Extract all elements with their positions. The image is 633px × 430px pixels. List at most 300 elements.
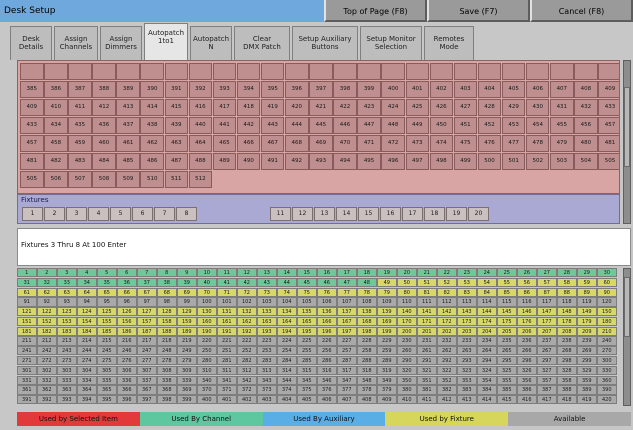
channel-cell[interactable]: 48: [357, 278, 377, 287]
dimmer-cell[interactable]: 468: [285, 135, 309, 152]
channel-cell[interactable]: 174: [477, 317, 497, 326]
dimmer-cell[interactable]: 421: [309, 99, 333, 116]
channel-cell[interactable]: 37: [137, 278, 157, 287]
channel-cell[interactable]: 239: [577, 336, 597, 345]
dimmer-cell[interactable]: 441: [213, 117, 237, 134]
dimmer-cell[interactable]: 460: [92, 135, 116, 152]
dimmer-cell[interactable]: 482: [44, 153, 68, 170]
fixture-cell[interactable]: 6: [132, 207, 153, 221]
channel-cell[interactable]: 257: [337, 346, 357, 355]
channel-cell[interactable]: 12: [237, 268, 257, 277]
dimmer-cell[interactable]: [237, 63, 261, 80]
channel-cell[interactable]: 249: [177, 346, 197, 355]
channel-cell[interactable]: 325: [497, 366, 517, 375]
channel-cell[interactable]: 370: [197, 385, 217, 394]
dimmer-cell[interactable]: 399: [357, 81, 381, 98]
dimmer-cell[interactable]: 434: [44, 117, 68, 134]
channel-cell[interactable]: 91: [17, 297, 37, 306]
dimmer-cell[interactable]: 408: [574, 81, 598, 98]
channel-cell[interactable]: 142: [437, 307, 457, 316]
channel-cell[interactable]: 160: [197, 317, 217, 326]
dimmer-cell[interactable]: 512: [189, 171, 213, 188]
channel-cell[interactable]: 263: [457, 346, 477, 355]
fixture-cell[interactable]: 11: [270, 207, 291, 221]
channel-cell[interactable]: 314: [277, 366, 297, 375]
channel-cell[interactable]: 98: [157, 297, 177, 306]
channel-cell[interactable]: 14: [277, 268, 297, 277]
dimmer-cell[interactable]: 474: [430, 135, 454, 152]
dimmer-cell[interactable]: 499: [454, 153, 478, 170]
channel-cell[interactable]: 347: [337, 376, 357, 385]
channel-cell[interactable]: 251: [217, 346, 237, 355]
dimmer-cell[interactable]: 438: [140, 117, 164, 134]
dimmer-cell[interactable]: 495: [357, 153, 381, 170]
dimmer-cell[interactable]: 466: [237, 135, 261, 152]
channel-cell[interactable]: 19: [377, 268, 397, 277]
channel-cell[interactable]: 152: [37, 317, 57, 326]
dimmer-cell[interactable]: 425: [406, 99, 430, 116]
dimmer-cell[interactable]: 502: [526, 153, 550, 170]
channel-cell[interactable]: 56: [517, 278, 537, 287]
channel-cell[interactable]: 245: [97, 346, 117, 355]
channel-cell[interactable]: 378: [357, 385, 377, 394]
channel-cell[interactable]: 1: [17, 268, 37, 277]
channel-cell[interactable]: 125: [97, 307, 117, 316]
dimmer-cell[interactable]: 449: [406, 117, 430, 134]
dimmer-cell[interactable]: 424: [381, 99, 405, 116]
channel-cell[interactable]: 130: [197, 307, 217, 316]
fixture-cell[interactable]: 4: [88, 207, 109, 221]
channel-cell[interactable]: 409: [377, 395, 397, 404]
channel-cell[interactable]: 374: [277, 385, 297, 394]
channel-cell[interactable]: 354: [477, 376, 497, 385]
dimmer-cell[interactable]: 487: [165, 153, 189, 170]
channel-cell[interactable]: 281: [217, 356, 237, 365]
channel-cell[interactable]: 216: [117, 336, 137, 345]
channel-cell[interactable]: 293: [457, 356, 477, 365]
channel-cell[interactable]: 334: [77, 376, 97, 385]
channel-cell[interactable]: 80: [397, 288, 417, 297]
dimmer-cell[interactable]: 426: [430, 99, 454, 116]
fixture-cell[interactable]: 19: [446, 207, 467, 221]
fixture-cell[interactable]: 15: [358, 207, 379, 221]
fixture-cell[interactable]: 3: [66, 207, 87, 221]
dimmer-cell[interactable]: [165, 63, 189, 80]
channel-cell[interactable]: 28: [557, 268, 577, 277]
channel-cell[interactable]: 131: [217, 307, 237, 316]
channel-cell[interactable]: 224: [277, 336, 297, 345]
channel-cell[interactable]: 99: [177, 297, 197, 306]
channel-cell[interactable]: 176: [517, 317, 537, 326]
dimmer-cell[interactable]: 392: [189, 81, 213, 98]
channel-cell[interactable]: 207: [537, 327, 557, 336]
dimmer-cell[interactable]: 505: [20, 171, 44, 188]
dimmer-cell[interactable]: [502, 63, 526, 80]
channel-cell[interactable]: 232: [437, 336, 457, 345]
cancel-button[interactable]: Cancel (F8): [530, 0, 633, 22]
channel-cell[interactable]: 274: [77, 356, 97, 365]
channel-cell[interactable]: 316: [317, 366, 337, 375]
channel-cell[interactable]: 279: [177, 356, 197, 365]
dimmer-cell[interactable]: 397: [309, 81, 333, 98]
channel-cell[interactable]: 113: [457, 297, 477, 306]
channel-cell[interactable]: 124: [77, 307, 97, 316]
dimmer-cell[interactable]: 470: [333, 135, 357, 152]
dimmer-cell[interactable]: 506: [44, 171, 68, 188]
channel-cell[interactable]: 179: [577, 317, 597, 326]
channel-cell[interactable]: 150: [597, 307, 617, 316]
dimmer-cell[interactable]: 405: [502, 81, 526, 98]
channel-cell[interactable]: 109: [377, 297, 397, 306]
channel-cell[interactable]: 406: [317, 395, 337, 404]
channel-cell[interactable]: 419: [577, 395, 597, 404]
channel-cell[interactable]: 408: [357, 395, 377, 404]
channel-cell[interactable]: 333: [57, 376, 77, 385]
channel-cell[interactable]: 188: [157, 327, 177, 336]
channel-cell[interactable]: 16: [317, 268, 337, 277]
channel-cell[interactable]: 36: [117, 278, 137, 287]
channel-cell[interactable]: 204: [477, 327, 497, 336]
channel-cell[interactable]: 417: [537, 395, 557, 404]
channel-cell[interactable]: 136: [317, 307, 337, 316]
channel-cell[interactable]: 20: [397, 268, 417, 277]
dimmer-cell[interactable]: 409: [598, 81, 620, 98]
channel-cell[interactable]: 41: [217, 278, 237, 287]
channel-cell[interactable]: 10: [197, 268, 217, 277]
dimmer-cell[interactable]: 401: [406, 81, 430, 98]
dimmer-cell[interactable]: 442: [237, 117, 261, 134]
channel-cell[interactable]: 402: [237, 395, 257, 404]
channel-cell[interactable]: 262: [437, 346, 457, 355]
channel-cell[interactable]: 88: [557, 288, 577, 297]
channel-cell[interactable]: 272: [37, 356, 57, 365]
dimmer-cell[interactable]: [357, 63, 381, 80]
tab-5[interactable]: [190, 26, 232, 60]
dimmer-cell[interactable]: 416: [189, 99, 213, 116]
dimmer-cell[interactable]: 500: [478, 153, 502, 170]
dimmer-cell[interactable]: 407: [550, 81, 574, 98]
channel-cell[interactable]: 364: [77, 385, 97, 394]
channel-cell[interactable]: 379: [377, 385, 397, 394]
channel-cell[interactable]: 327: [537, 366, 557, 375]
dimmer-cell[interactable]: 478: [526, 135, 550, 152]
channel-cell[interactable]: 34: [77, 278, 97, 287]
channel-cell[interactable]: 196: [317, 327, 337, 336]
dimmer-cell[interactable]: 435: [68, 117, 92, 134]
channel-cell[interactable]: 358: [557, 376, 577, 385]
fixture-cell[interactable]: 1: [22, 207, 43, 221]
dimmer-cell[interactable]: 400: [381, 81, 405, 98]
channel-cell[interactable]: 307: [137, 366, 157, 375]
channel-cell[interactable]: 206: [517, 327, 537, 336]
dimmer-cell[interactable]: 507: [68, 171, 92, 188]
channel-cell[interactable]: 259: [377, 346, 397, 355]
channel-cell[interactable]: 135: [297, 307, 317, 316]
channel-cell[interactable]: 46: [317, 278, 337, 287]
channel-cell[interactable]: 373: [257, 385, 277, 394]
channel-cell[interactable]: 44: [277, 278, 297, 287]
channel-cell[interactable]: 94: [77, 297, 97, 306]
channel-cell[interactable]: 300: [597, 356, 617, 365]
channel-cell[interactable]: 389: [577, 385, 597, 394]
channel-cell[interactable]: 353: [457, 376, 477, 385]
channel-cell[interactable]: 280: [197, 356, 217, 365]
scroll-thumb[interactable]: [624, 277, 630, 337]
channel-cell[interactable]: 156: [117, 317, 137, 326]
channel-cell[interactable]: 376: [317, 385, 337, 394]
save-button[interactable]: Save (F7): [427, 0, 530, 22]
dimmer-cell[interactable]: 411: [68, 99, 92, 116]
channel-cell[interactable]: 114: [477, 297, 497, 306]
channel-cell[interactable]: 335: [97, 376, 117, 385]
tab-4[interactable]: [144, 23, 188, 60]
dimmer-cell[interactable]: 490: [237, 153, 261, 170]
channel-cell[interactable]: 172: [437, 317, 457, 326]
channel-cell[interactable]: 323: [457, 366, 477, 375]
channel-cell[interactable]: 355: [497, 376, 517, 385]
dimmer-cell[interactable]: 439: [165, 117, 189, 134]
channel-cell[interactable]: 173: [457, 317, 477, 326]
channel-cell[interactable]: 261: [417, 346, 437, 355]
fixture-cell[interactable]: 14: [336, 207, 357, 221]
channel-cell[interactable]: 411: [417, 395, 437, 404]
channel-cell[interactable]: 283: [257, 356, 277, 365]
dimmer-cell[interactable]: [309, 63, 333, 80]
channel-cell[interactable]: 84: [477, 288, 497, 297]
channel-cell[interactable]: 240: [597, 336, 617, 345]
channel-cell[interactable]: 11: [217, 268, 237, 277]
channel-cell[interactable]: 227: [337, 336, 357, 345]
dimmer-cell[interactable]: 445: [309, 117, 333, 134]
dimmer-cell[interactable]: 386: [44, 81, 68, 98]
channel-cell[interactable]: 351: [417, 376, 437, 385]
channel-cell[interactable]: 252: [237, 346, 257, 355]
channel-cell[interactable]: 183: [57, 327, 77, 336]
fixture-cell[interactable]: 7: [154, 207, 175, 221]
channel-cell[interactable]: 62: [37, 288, 57, 297]
channel-cell[interactable]: 6: [117, 268, 137, 277]
channel-cell[interactable]: 108: [357, 297, 377, 306]
channel-cell[interactable]: 53: [457, 278, 477, 287]
dimmer-cell[interactable]: 501: [502, 153, 526, 170]
channel-cell[interactable]: 178: [557, 317, 577, 326]
channel-cell[interactable]: 246: [117, 346, 137, 355]
channel-cell[interactable]: 267: [537, 346, 557, 355]
channel-cell[interactable]: 171: [417, 317, 437, 326]
fixture-cell[interactable]: 2: [44, 207, 65, 221]
channel-cell[interactable]: 52: [437, 278, 457, 287]
channel-cell[interactable]: 158: [157, 317, 177, 326]
channel-cell[interactable]: 69: [177, 288, 197, 297]
dimmer-cell[interactable]: 415: [165, 99, 189, 116]
channel-cell[interactable]: 420: [597, 395, 617, 404]
channel-cell[interactable]: 228: [357, 336, 377, 345]
dimmer-cell[interactable]: 428: [478, 99, 502, 116]
channel-cell[interactable]: 208: [557, 327, 577, 336]
channel-cell[interactable]: 341: [217, 376, 237, 385]
channel-cell[interactable]: 282: [237, 356, 257, 365]
dimmer-cell[interactable]: 479: [550, 135, 574, 152]
channel-cell[interactable]: 42: [237, 278, 257, 287]
channel-cell[interactable]: 365: [97, 385, 117, 394]
channel-cell[interactable]: 342: [237, 376, 257, 385]
tab-7[interactable]: [292, 26, 358, 60]
scroll-thumb[interactable]: [624, 87, 630, 167]
dimmer-cell[interactable]: 447: [357, 117, 381, 134]
channel-cell[interactable]: 49: [377, 278, 397, 287]
dimmer-cell[interactable]: 394: [237, 81, 261, 98]
dimmer-cell[interactable]: 432: [574, 99, 598, 116]
channel-cell[interactable]: 107: [337, 297, 357, 306]
dimmer-cell[interactable]: 508: [92, 171, 116, 188]
channel-cell[interactable]: 405: [297, 395, 317, 404]
channel-cell[interactable]: 346: [317, 376, 337, 385]
channel-cell[interactable]: 169: [377, 317, 397, 326]
channel-cell[interactable]: 294: [477, 356, 497, 365]
channel-cell[interactable]: 285: [297, 356, 317, 365]
dimmer-cell[interactable]: 391: [165, 81, 189, 98]
fixture-cell[interactable]: 13: [314, 207, 335, 221]
channel-cell[interactable]: 100: [197, 297, 217, 306]
channel-cell[interactable]: 210: [597, 327, 617, 336]
channel-cell[interactable]: 72: [237, 288, 257, 297]
channel-cell[interactable]: 403: [257, 395, 277, 404]
dimmer-cell[interactable]: 486: [140, 153, 164, 170]
channel-cell[interactable]: 194: [277, 327, 297, 336]
channel-cell[interactable]: 21: [417, 268, 437, 277]
channel-cell[interactable]: 253: [257, 346, 277, 355]
channel-cell[interactable]: 386: [517, 385, 537, 394]
fixture-cell[interactable]: 20: [468, 207, 489, 221]
channel-cell[interactable]: 202: [437, 327, 457, 336]
dimmer-cell[interactable]: 461: [116, 135, 140, 152]
channel-cell[interactable]: 133: [257, 307, 277, 316]
channel-cell[interactable]: 225: [297, 336, 317, 345]
dimmer-cell[interactable]: 446: [333, 117, 357, 134]
channel-cell[interactable]: 162: [237, 317, 257, 326]
channel-cell[interactable]: 192: [237, 327, 257, 336]
channel-cell[interactable]: 189: [177, 327, 197, 336]
channel-cell[interactable]: 121: [17, 307, 37, 316]
channel-cell[interactable]: 234: [477, 336, 497, 345]
channel-cell[interactable]: 159: [177, 317, 197, 326]
dimmer-cell[interactable]: 509: [116, 171, 140, 188]
channel-cell[interactable]: 288: [357, 356, 377, 365]
channel-cell[interactable]: 26: [517, 268, 537, 277]
channel-cell[interactable]: 271: [17, 356, 37, 365]
channel-cell[interactable]: 248: [157, 346, 177, 355]
channel-cell[interactable]: 380: [397, 385, 417, 394]
dimmer-cell[interactable]: 436: [92, 117, 116, 134]
channel-cell[interactable]: 397: [137, 395, 157, 404]
channel-cell[interactable]: 291: [417, 356, 437, 365]
fixture-cell[interactable]: 16: [380, 207, 401, 221]
channel-cell[interactable]: 35: [97, 278, 117, 287]
channel-cell[interactable]: 313: [257, 366, 277, 375]
dimmer-cell[interactable]: 493: [309, 153, 333, 170]
channel-cell[interactable]: 50: [397, 278, 417, 287]
dimmer-cell[interactable]: [68, 63, 92, 80]
channel-cell[interactable]: 95: [97, 297, 117, 306]
channel-cell[interactable]: 119: [577, 297, 597, 306]
dimmer-cell[interactable]: [213, 63, 237, 80]
channel-cell[interactable]: 258: [357, 346, 377, 355]
dimmer-cell[interactable]: [189, 63, 213, 80]
channel-cell[interactable]: 180: [597, 317, 617, 326]
channel-cell[interactable]: 395: [97, 395, 117, 404]
channel-cell[interactable]: 250: [197, 346, 217, 355]
channel-cell[interactable]: 231: [417, 336, 437, 345]
channel-cell[interactable]: 326: [517, 366, 537, 375]
channel-cell[interactable]: 277: [137, 356, 157, 365]
channel-cell[interactable]: 230: [397, 336, 417, 345]
channel-cell[interactable]: 128: [157, 307, 177, 316]
channel-cell[interactable]: 209: [577, 327, 597, 336]
channel-cell[interactable]: 200: [397, 327, 417, 336]
dimmer-cell[interactable]: 497: [406, 153, 430, 170]
channel-cell[interactable]: 63: [57, 288, 77, 297]
channel-cell[interactable]: 22: [437, 268, 457, 277]
dimmer-cell[interactable]: 454: [526, 117, 550, 134]
channel-cell[interactable]: 416: [517, 395, 537, 404]
channel-cell[interactable]: 115: [497, 297, 517, 306]
dimmer-cell[interactable]: 414: [140, 99, 164, 116]
channel-cell[interactable]: 404: [277, 395, 297, 404]
channel-cell[interactable]: 199: [377, 327, 397, 336]
channel-cell[interactable]: 149: [577, 307, 597, 316]
dimmer-cell[interactable]: 395: [261, 81, 285, 98]
dimmer-cell[interactable]: 409: [20, 99, 44, 116]
channel-cell[interactable]: 27: [537, 268, 557, 277]
channel-cell[interactable]: 83: [457, 288, 477, 297]
channel-cell[interactable]: 23: [457, 268, 477, 277]
channel-cell[interactable]: 340: [197, 376, 217, 385]
tab-3[interactable]: [100, 26, 142, 60]
dimmer-cell[interactable]: 485: [116, 153, 140, 170]
channel-cell[interactable]: 198: [357, 327, 377, 336]
channel-cell[interactable]: 369: [177, 385, 197, 394]
dimmer-cell[interactable]: 450: [430, 117, 454, 134]
channel-cell[interactable]: 151: [17, 317, 37, 326]
channel-cell[interactable]: 278: [157, 356, 177, 365]
channel-cell[interactable]: 362: [37, 385, 57, 394]
tab-2[interactable]: [54, 26, 98, 60]
channel-cell[interactable]: 9: [177, 268, 197, 277]
channel-cell[interactable]: 112: [437, 297, 457, 306]
channel-cell[interactable]: 336: [117, 376, 137, 385]
channel-cell[interactable]: 264: [477, 346, 497, 355]
dimmer-cell[interactable]: 440: [189, 117, 213, 134]
channel-cell[interactable]: 414: [477, 395, 497, 404]
dimmer-cell[interactable]: [92, 63, 116, 80]
channel-cell[interactable]: 182: [37, 327, 57, 336]
channel-cell[interactable]: 139: [377, 307, 397, 316]
channel-cell[interactable]: 65: [97, 288, 117, 297]
channel-cell[interactable]: 47: [337, 278, 357, 287]
channel-cell[interactable]: 141: [417, 307, 437, 316]
dimmer-cell[interactable]: 473: [406, 135, 430, 152]
dimmer-cell[interactable]: 389: [116, 81, 140, 98]
channel-cell[interactable]: 217: [137, 336, 157, 345]
channel-cell[interactable]: 55: [497, 278, 517, 287]
channel-cell[interactable]: 193: [257, 327, 277, 336]
dimmer-cell[interactable]: 481: [20, 153, 44, 170]
dimmer-cell[interactable]: 398: [333, 81, 357, 98]
channel-cell[interactable]: 329: [577, 366, 597, 375]
tab-6[interactable]: [234, 26, 290, 60]
dimmer-cell[interactable]: [116, 63, 140, 80]
channel-cell[interactable]: 45: [297, 278, 317, 287]
